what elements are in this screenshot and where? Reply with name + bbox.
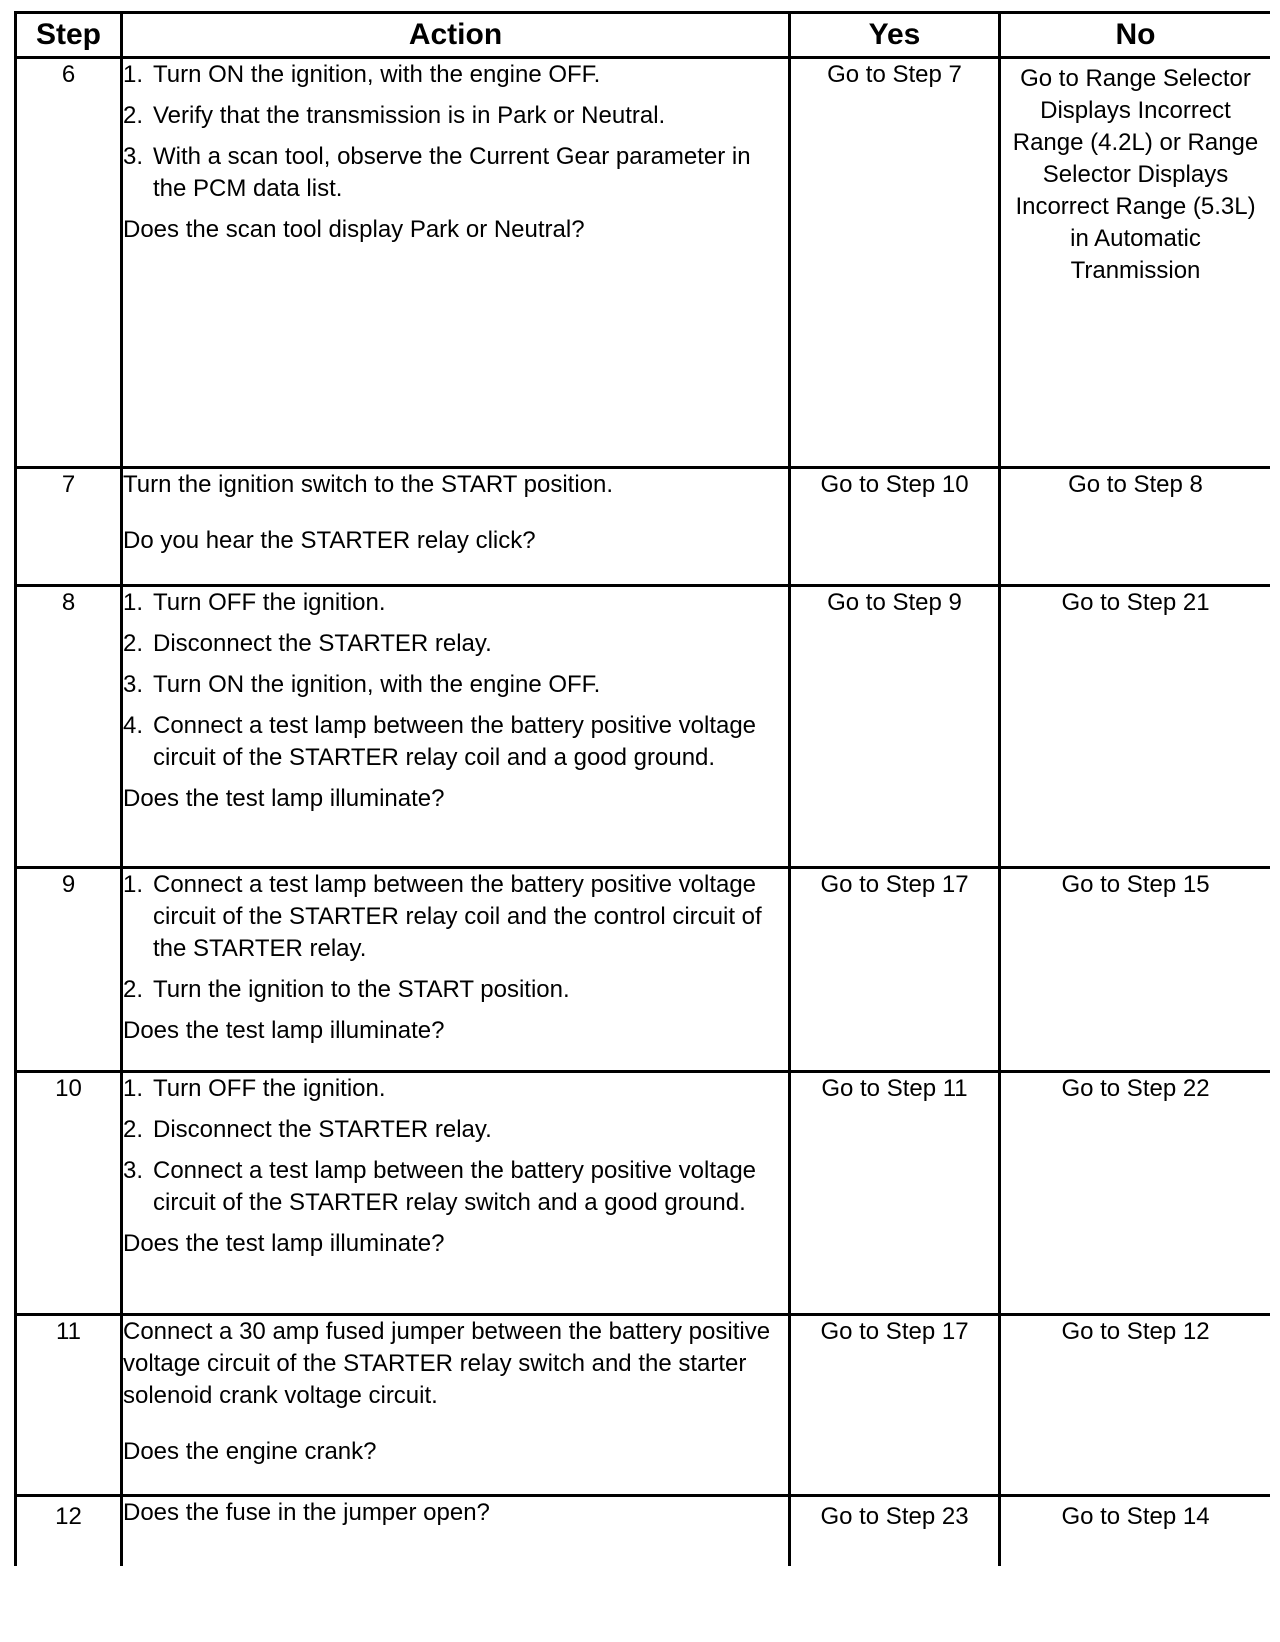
substep-text: Turn the ignition to the START position. [153,976,570,1003]
instruction-text: Connect a 30 amp fused jumper between the battery positive voltage circuit of the STARTER relay switch and the starter solenoid crank voltage circuit. [123,1318,771,1409]
diagnostic-table [14,11,1270,1566]
substep-number: 3. [123,671,144,698]
substep [123,710,788,774]
spacer [123,1412,788,1436]
table-row [16,1315,1271,1496]
step-number: 7 [16,468,122,586]
substep [123,869,788,965]
question-text: Does the test lamp illuminate? [123,785,445,812]
substep-list [123,59,788,205]
question-text: Does the test lamp illuminate? [123,1017,445,1044]
step-number: 12 [16,1496,122,1566]
substep-text: Turn ON the ignition, with the engine OFF. [153,671,601,698]
substep [123,669,788,701]
question-text: Does the test lamp illuminate? [123,1230,445,1257]
substep-number: 1. [123,871,144,898]
spacer [123,501,788,525]
question-text: Does the scan tool display Park or Neutral? [123,216,585,243]
table-row [16,468,1271,586]
yes-cell: Go to Step 17 [790,1315,1000,1496]
substep [123,974,788,1006]
yes-cell: Go to Step 10 [790,468,1000,586]
step-number: 11 [16,1315,122,1496]
header-action: Action [122,13,790,58]
substep-list [123,869,788,1006]
step-number: 9 [16,868,122,1072]
no-cell: Go to Step 22 [1000,1072,1271,1315]
step-number: 8 [16,586,122,868]
substep [123,59,788,91]
question-text: Does the fuse in the jumper open? [123,1499,490,1526]
header-row [16,13,1271,58]
header-step: Step [16,13,122,58]
action-cell [122,586,790,868]
header-yes: Yes [790,13,1000,58]
yes-cell: Go to Step 11 [790,1072,1000,1315]
action-cell [122,468,790,586]
no-cell: Go to Step 15 [1000,868,1271,1072]
table-row [16,868,1271,1072]
action-cell [122,1072,790,1315]
substep-list [123,587,788,774]
substep-text: Turn OFF the ignition. [153,589,386,616]
no-cell: Go to Step 14 [1000,1496,1271,1566]
substep-number: 1. [123,589,144,616]
instruction-text: Turn the ignition switch to the START position. [123,471,614,498]
header-no: No [1000,13,1271,58]
substep-text: Connect a test lamp between the battery positive voltage circuit of the STARTER relay coil and a good ground. [153,712,757,771]
substep [123,587,788,619]
substep-text: Disconnect the STARTER relay. [153,1116,492,1143]
substep-text: Verify that the transmission is in Park or Neutral. [153,102,666,129]
substep-number: 2. [123,976,144,1003]
substep [123,1073,788,1105]
action-cell [122,58,790,468]
substep [123,1155,788,1219]
substep-number: 3. [123,143,144,170]
substep-number: 1. [123,61,144,88]
table-row [16,1496,1271,1566]
no-cell [1000,58,1271,468]
no-cell: Go to Step 12 [1000,1315,1271,1496]
substep-text: Connect a test lamp between the battery positive voltage circuit of the STARTER relay coil and the control circuit of the STARTER relay. [153,871,762,962]
substep-number: 2. [123,1116,144,1143]
no-cell: Go to Step 21 [1000,586,1271,868]
substep-text: With a scan tool, observe the Current Gear parameter in the PCM data list. [153,143,751,202]
substep-number: 4. [123,712,144,739]
substep-text: Disconnect the STARTER relay. [153,630,492,657]
table-row [16,586,1271,868]
substep [123,628,788,660]
yes-cell: Go to Step 7 [790,58,1000,468]
substep-number: 1. [123,1075,144,1102]
no-cell-text: Go to Range Selector Displays Incorrect Range (4.2L) or Range Selector Displays Incorrect Range (5.3L) in Automatic Tranmission [1012,65,1259,284]
yes-cell: Go to Step 17 [790,868,1000,1072]
table-row [16,1072,1271,1315]
substep [123,141,788,205]
action-cell [122,1496,790,1566]
action-cell [122,1315,790,1496]
substep-text: Turn ON the ignition, with the engine OFF. [153,61,601,88]
substep-text: Connect a test lamp between the battery positive voltage circuit of the STARTER relay switch and a good ground. [153,1157,757,1216]
yes-cell: Go to Step 23 [790,1496,1000,1566]
diagnostic-table-page [14,11,1270,1639]
yes-cell: Go to Step 9 [790,586,1000,868]
step-number: 10 [16,1072,122,1315]
step-number: 6 [16,58,122,468]
action-cell [122,868,790,1072]
no-cell: Go to Step 8 [1000,468,1271,586]
substep [123,100,788,132]
table-row [16,58,1271,468]
substep-list [123,1073,788,1219]
substep-number: 2. [123,630,144,657]
substep-text: Turn OFF the ignition. [153,1075,386,1102]
question-text: Does the engine crank? [123,1438,377,1465]
question-text: Do you hear the STARTER relay click? [123,527,536,554]
substep [123,1114,788,1146]
substep-number: 3. [123,1157,144,1184]
substep-number: 2. [123,102,144,129]
